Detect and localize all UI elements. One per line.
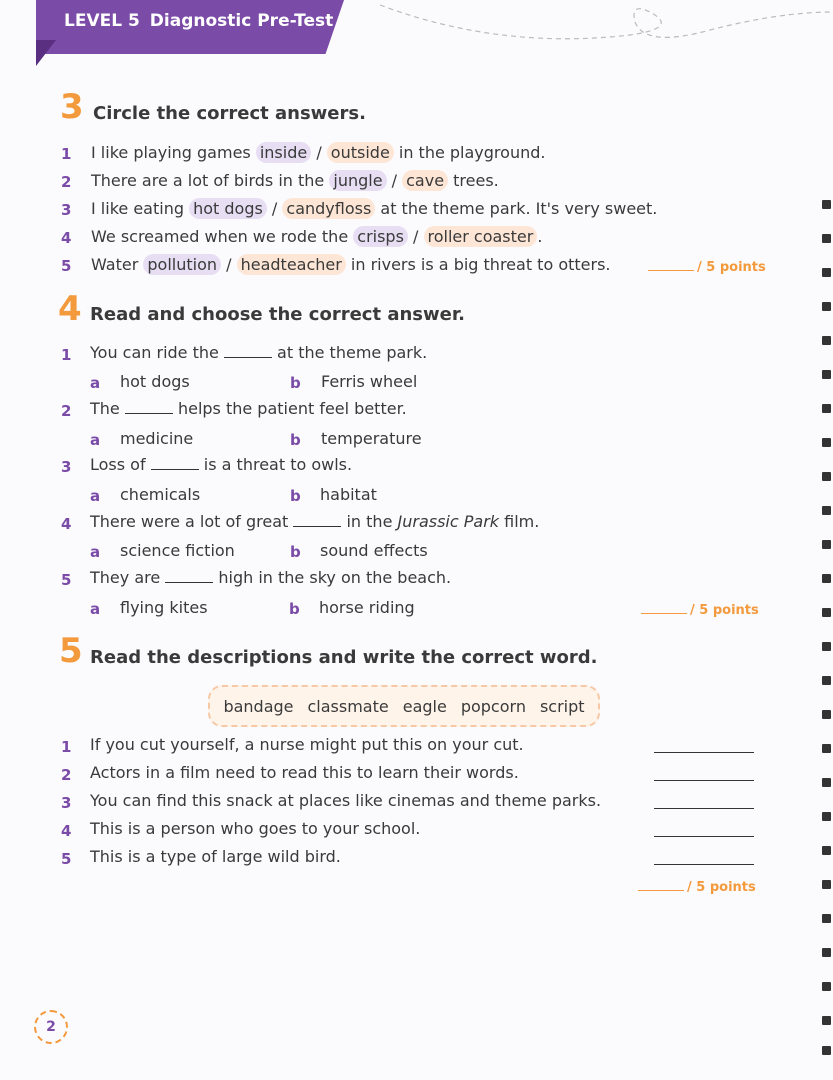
task-3-points: / 5 points bbox=[648, 260, 766, 275]
task-4-item-1-option-a[interactable]: hot dogs bbox=[120, 372, 190, 391]
option-jungle[interactable]: jungle bbox=[329, 170, 386, 191]
task-3-title: Circle the correct answers. bbox=[93, 103, 366, 124]
task-3-item-3: I like eating hot dogs / candyfloss at the theme park. It's very sweet. bbox=[91, 199, 658, 218]
option-headteacher[interactable]: headteacher bbox=[237, 254, 346, 275]
task-4-item-3-option-b[interactable]: habitat bbox=[320, 485, 377, 504]
task-3-item-5: Water pollution / headteacher in rivers is a big threat to otters. bbox=[91, 255, 611, 274]
dashed-decoration bbox=[380, 0, 833, 50]
task-5-item-5-number: 5 bbox=[61, 850, 72, 868]
task-4-item-3: Loss of is a threat to owls. bbox=[90, 455, 353, 474]
gap-blank[interactable] bbox=[165, 568, 213, 583]
task-5-number: 5 bbox=[59, 631, 83, 671]
task-4-item-5-option-b[interactable]: horse riding bbox=[319, 598, 415, 617]
option-crisps[interactable]: crisps bbox=[353, 226, 408, 247]
task-4-item-4: There were a lot of great in the Jurassic Park film. bbox=[90, 512, 540, 531]
word-bank-item: bandage bbox=[223, 696, 294, 716]
word-bank-item: script bbox=[539, 696, 585, 716]
task-4-item-2: The helps the patient feel better. bbox=[90, 399, 407, 418]
answer-line[interactable] bbox=[654, 780, 754, 781]
option-letter-a: a bbox=[90, 487, 101, 505]
task-4-item-1-number: 1 bbox=[61, 346, 72, 364]
option-letter-a: a bbox=[90, 543, 101, 561]
score-line[interactable] bbox=[641, 613, 687, 614]
task-3-item-5-number: 5 bbox=[61, 257, 72, 275]
option-letter-a: a bbox=[90, 431, 101, 449]
task-5-points: / 5 points bbox=[638, 880, 756, 895]
task-4-item-2-option-b[interactable]: temperature bbox=[321, 429, 422, 448]
option-letter-b: b bbox=[290, 431, 301, 449]
task-4-item-1-option-b[interactable]: Ferris wheel bbox=[321, 372, 418, 391]
task-4-points: / 5 points bbox=[641, 603, 759, 618]
task-3-item-1-number: 1 bbox=[61, 145, 72, 163]
task-3-item-2-number: 2 bbox=[61, 173, 72, 191]
task-5-item-1-number: 1 bbox=[61, 738, 72, 756]
answer-line[interactable] bbox=[654, 752, 754, 753]
task-4-item-5: They are high in the sky on the beach. bbox=[90, 568, 452, 587]
score-line[interactable] bbox=[648, 270, 694, 271]
page-number: 2 bbox=[34, 1010, 68, 1044]
option-letter-a: a bbox=[90, 374, 101, 392]
option-pollution[interactable]: pollution bbox=[143, 254, 221, 275]
gap-blank[interactable] bbox=[293, 512, 341, 527]
film-title: Jurassic Park bbox=[397, 512, 500, 531]
task-3-item-4: We screamed when we rode the crisps / roller coaster . bbox=[91, 227, 543, 246]
task-4-item-4-option-a[interactable]: science fiction bbox=[120, 541, 235, 560]
option-hot-dogs[interactable]: hot dogs bbox=[189, 198, 267, 219]
task-4-item-5-number: 5 bbox=[61, 571, 72, 589]
task-4-item-3-option-a[interactable]: chemicals bbox=[120, 485, 201, 504]
gap-blank[interactable] bbox=[125, 399, 173, 414]
option-letter-a: a bbox=[90, 600, 101, 618]
option-cave[interactable]: cave bbox=[402, 170, 448, 191]
option-candyfloss[interactable]: candyfloss bbox=[282, 198, 375, 219]
task-5-title: Read the descriptions and write the correct word. bbox=[90, 647, 598, 668]
task-4-item-4-option-b[interactable]: sound effects bbox=[320, 541, 428, 560]
word-bank-item: eagle bbox=[402, 696, 447, 716]
option-letter-b: b bbox=[290, 487, 301, 505]
task-5-item-3-number: 3 bbox=[61, 794, 72, 812]
header-title bbox=[64, 11, 333, 31]
task-5-item-5-text: This is a type of large wild bird. bbox=[90, 847, 341, 866]
score-line[interactable] bbox=[638, 890, 684, 891]
binding-edge bbox=[822, 200, 833, 1060]
option-inside[interactable]: inside bbox=[256, 142, 311, 163]
task-3-item-2: There are a lot of birds in the jungle / cave trees. bbox=[91, 171, 499, 190]
task-4-item-5-option-a[interactable]: flying kites bbox=[120, 598, 208, 617]
answer-line[interactable] bbox=[654, 808, 754, 809]
answer-line[interactable] bbox=[654, 836, 754, 837]
task-4-item-4-number: 4 bbox=[61, 515, 72, 533]
task-5-item-4-text: This is a person who goes to your school. bbox=[90, 819, 421, 838]
word-bank-item: classmate bbox=[307, 696, 389, 716]
task-4-title: Read and choose the correct answer. bbox=[90, 304, 465, 325]
task-4-number: 4 bbox=[58, 289, 82, 329]
option-letter-b: b bbox=[290, 543, 301, 561]
task-4-item-2-number: 2 bbox=[61, 402, 72, 420]
task-4-item-1: You can ride the at the theme park. bbox=[90, 343, 428, 362]
task-3-item-3-number: 3 bbox=[61, 201, 72, 219]
task-5-item-4-number: 4 bbox=[61, 822, 72, 840]
word-bank-item: popcorn bbox=[460, 696, 526, 716]
task-4-item-2-option-a[interactable]: medicine bbox=[120, 429, 194, 448]
gap-blank[interactable] bbox=[151, 455, 199, 470]
level-label: LEVEL 5 bbox=[64, 11, 140, 31]
word-bank bbox=[208, 685, 600, 727]
gap-blank[interactable] bbox=[224, 343, 272, 358]
option-letter-b: b bbox=[289, 600, 300, 618]
task-4-item-3-number: 3 bbox=[61, 458, 72, 476]
option-outside[interactable]: outside bbox=[327, 142, 394, 163]
option-letter-b: b bbox=[290, 374, 301, 392]
task-3-number: 3 bbox=[60, 87, 84, 127]
task-5-item-2-number: 2 bbox=[61, 766, 72, 784]
test-title: Diagnostic Pre-Test bbox=[149, 11, 334, 31]
task-3-item-1: I like playing games inside / outside in the playground. bbox=[91, 143, 546, 162]
task-3-item-4-number: 4 bbox=[61, 229, 72, 247]
option-roller-coaster[interactable]: roller coaster bbox=[424, 226, 538, 247]
task-5-item-3-text: You can find this snack at places like cinemas and theme parks. bbox=[90, 791, 602, 810]
task-5-item-2-text: Actors in a film need to read this to learn their words. bbox=[90, 763, 519, 782]
task-5-item-1-text: If you cut yourself, a nurse might put this on your cut. bbox=[90, 735, 524, 754]
banner-tail bbox=[36, 40, 56, 66]
answer-line[interactable] bbox=[654, 864, 754, 865]
